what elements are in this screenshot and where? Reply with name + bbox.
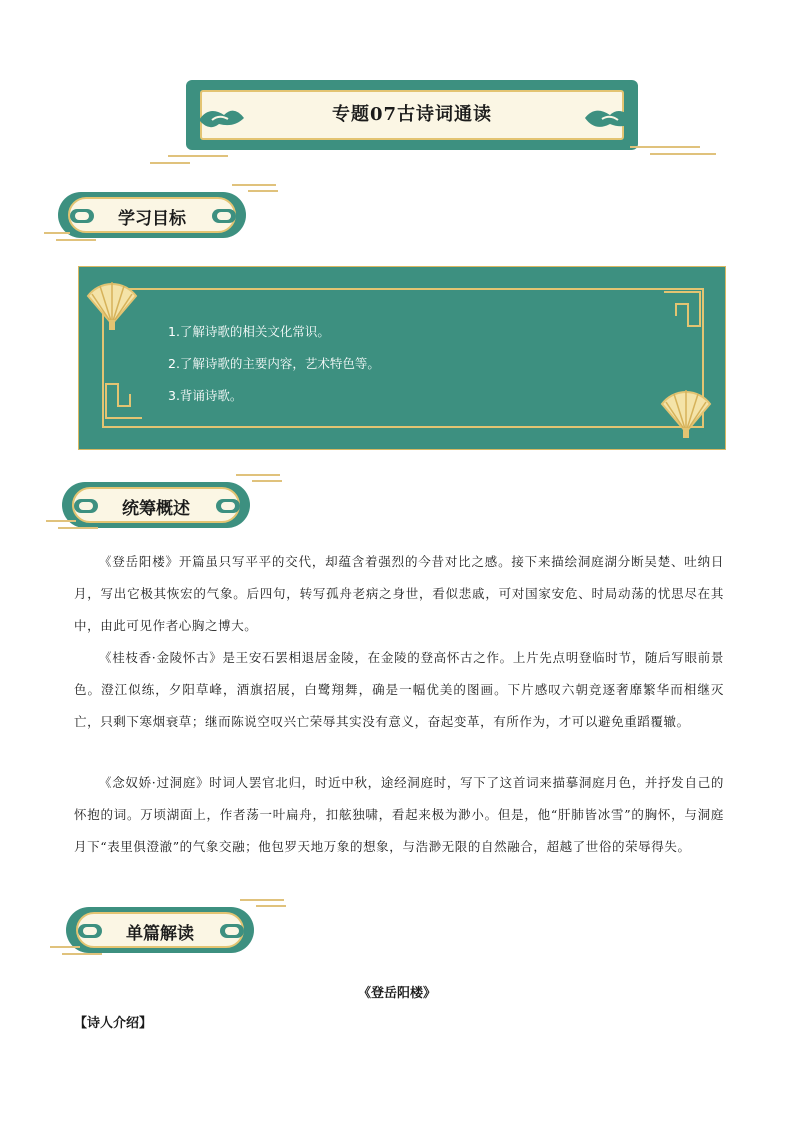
deco-line: [248, 190, 278, 192]
deco-line: [50, 946, 80, 948]
poem-title: 《登岳阳楼》: [357, 986, 436, 1001]
deco-line: [256, 905, 286, 907]
section-title-goals: 学习目标: [118, 209, 186, 229]
page-title: 专题07古诗词通读: [331, 104, 493, 125]
deco-line: [630, 146, 700, 148]
deco-line: [56, 239, 96, 241]
deco-line: [236, 474, 280, 476]
deco-line: [46, 520, 76, 522]
deco-line: [232, 184, 276, 186]
corner-ornament-icon: [660, 286, 708, 334]
cloud-icon: [212, 209, 236, 223]
objective-item: 3.背诵诗歌。: [168, 388, 243, 403]
fan-icon: [658, 384, 714, 440]
overview-paragraph: 《登岳阳楼》开篇虽只写平平的交代，却蕴含着强烈的今昔对比之感。接下来描绘洞庭湖分断吴楚、吐纳日月，写出它极其恢宏的气象。后四句，转写孤舟老病之身世，看似悲戚，可对国家安危、时局动荡的忧思尽在其中，由此可见作者心胸之博大。: [74, 554, 724, 633]
overview-paragraph: 《桂枝香·金陵怀古》是王安石罢相退居金陵，在金陵的登高怀古之作。上片先点明登临时节，随后写眼前景色。澄江似练，夕阳草峰，酒旗招展，白鹭翔舞，确是一幅优美的图画。下片感叹六朝竞逐奢靡繁华而相继灭亡，只剩下寒烟衰草；继而陈说空叹兴亡荣辱其实没有意义，奋起变革，有所作为，才可以避免重蹈覆辙。: [74, 650, 724, 729]
deco-line: [168, 155, 228, 157]
corner-ornament-icon: [98, 376, 146, 424]
cloud-left-icon: [194, 100, 254, 140]
cloud-icon: [74, 499, 98, 513]
section-title-overview: 统筹概述: [122, 499, 190, 519]
deco-line: [150, 162, 190, 164]
deco-line: [650, 153, 716, 155]
objective-item: 2.了解诗歌的主要内容，艺术特色等。: [168, 356, 380, 371]
cloud-icon: [70, 209, 94, 223]
objective-item: 1.了解诗歌的相关文化常识。: [168, 324, 330, 339]
deco-line: [240, 899, 284, 901]
fan-icon: [84, 276, 140, 332]
cloud-icon: [216, 499, 240, 513]
overview-paragraph: 《念奴娇·过洞庭》时词人罢官北归，时近中秋，途经洞庭时，写下了这首词来描摹洞庭月色，并抒发自己的怀抱的词。万顷湖面上，作者荡一叶扁舟，扣舷独啸，看起来极为渺小。但是，他“肝肺皆冰雪”的胸怀，与洞庭月下“表里俱澄澈”的气象交融；他包罗天地万象的想象，与浩渺无限的自然融合，超越了世俗的荣辱得失。: [74, 775, 724, 854]
cloud-icon: [220, 924, 244, 938]
poet-intro-label: 【诗人介绍】: [74, 1016, 153, 1031]
cloud-right-icon: [580, 100, 640, 140]
deco-line: [252, 480, 282, 482]
deco-line: [58, 527, 98, 529]
deco-line: [62, 953, 102, 955]
cloud-icon: [78, 924, 102, 938]
deco-line: [44, 232, 70, 234]
section-title-reading: 单篇解读: [126, 924, 194, 944]
